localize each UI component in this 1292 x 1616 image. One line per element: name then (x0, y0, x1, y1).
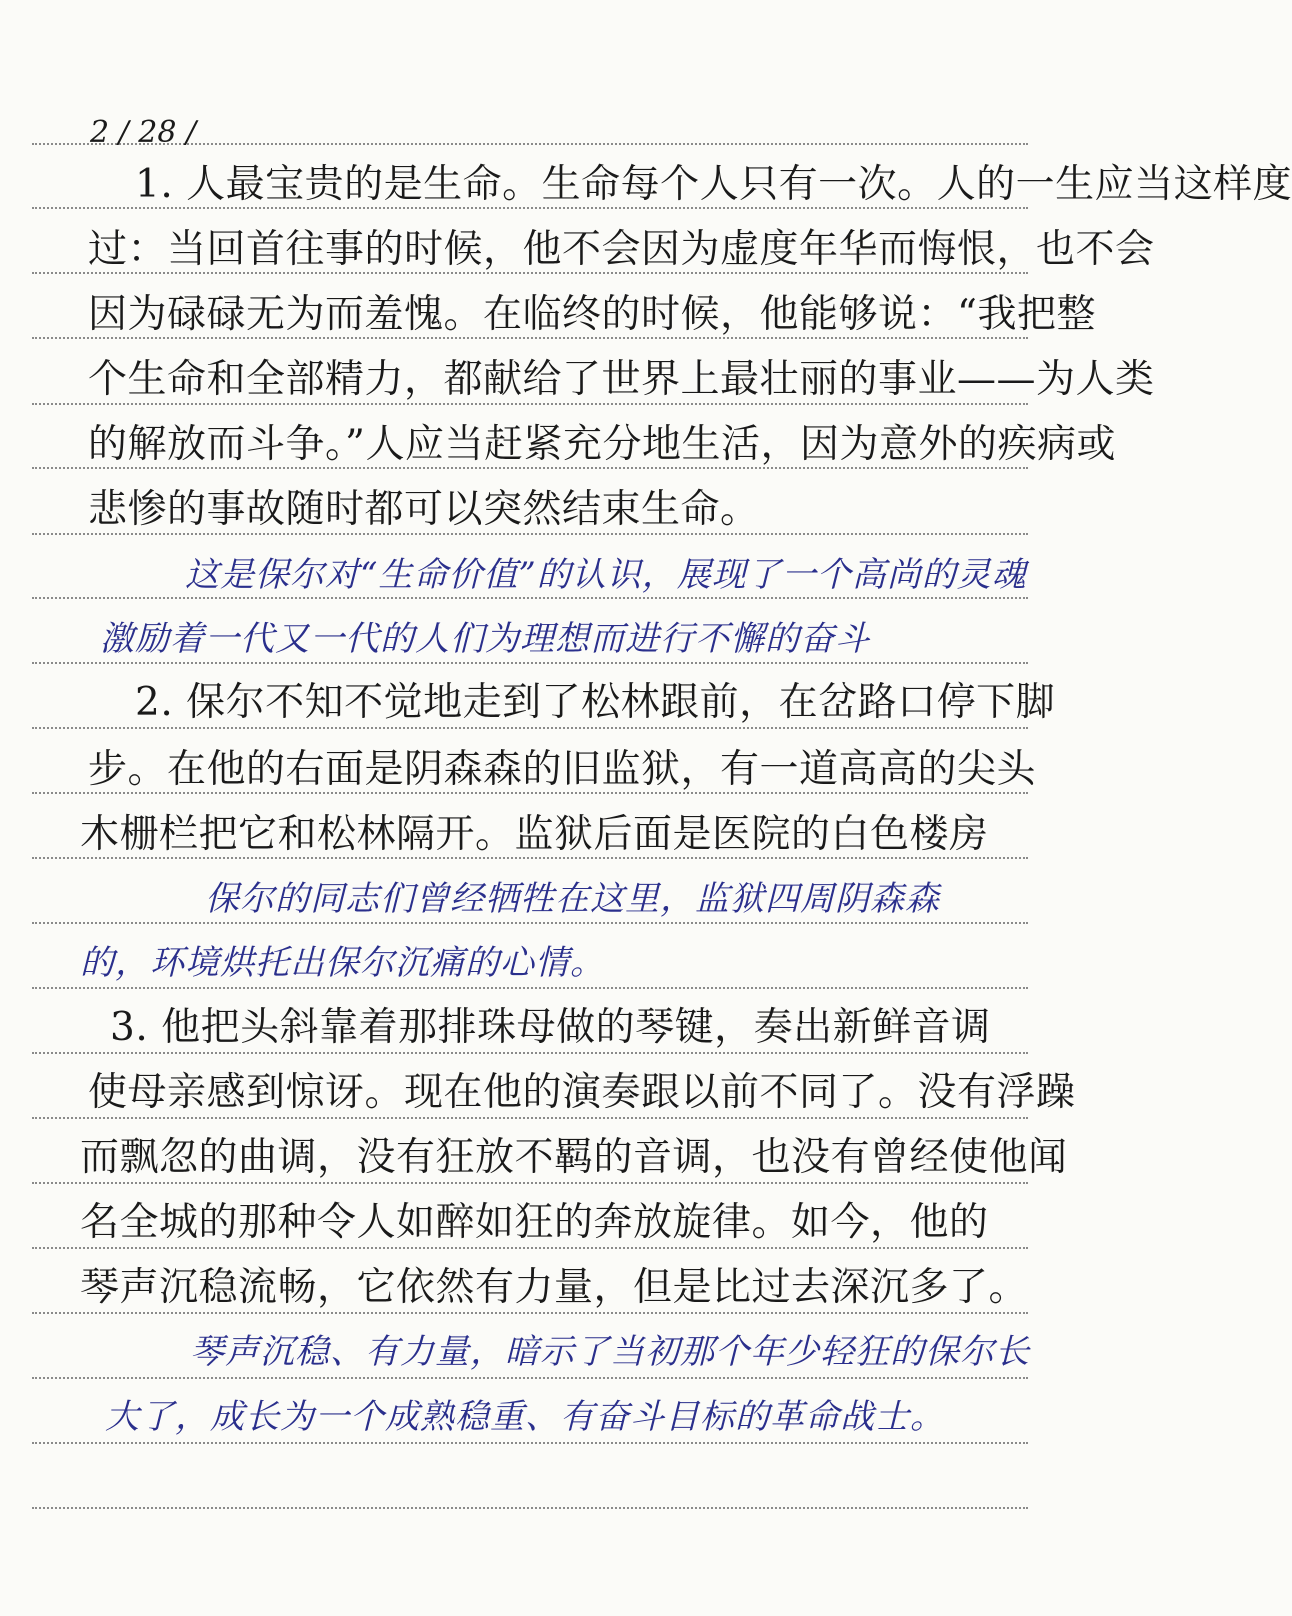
annotation-line: 激励着一代又一代的人们为理想而进行不懈的奋斗 (100, 619, 870, 659)
ruled-line (32, 597, 1028, 599)
annotation-line: 的，环境烘托出保尔沉痛的心情。 (80, 943, 605, 983)
ruled-line (32, 1507, 1028, 1509)
text-line: 使母亲感到惊讶。现在他的演奏跟以前不同了。没有浮躁 (88, 1070, 1076, 1115)
text-line: 悲惨的事故随时都可以突然结束生命。 (88, 487, 760, 532)
text-line: 个生命和全部精力，都献给了世界上最壮丽的事业——为人类 (88, 357, 1155, 402)
text-line: 过：当回首往事的时候，他不会因为虚度年华而悔恨，也不会 (88, 227, 1155, 272)
ruled-line (32, 662, 1028, 664)
text-line: 琴声沉稳流畅，它依然有力量，但是比过去深沉多了。 (80, 1265, 1029, 1310)
date-header: 2 / 28 / (90, 115, 197, 150)
text-line: 名全城的那种令人如醉如狂的奔放旋律。如今，他的 (80, 1200, 989, 1245)
text-line: 2. 保尔不知不觉地走到了松林跟前，在岔路口停下脚 (135, 680, 1056, 725)
ruled-line (32, 1247, 1028, 1249)
ruled-line (32, 1312, 1028, 1314)
ruled-line (32, 792, 1028, 794)
ruled-line (32, 533, 1028, 535)
annotation-line: 这是保尔对“生命价值”的认识，展现了一个高尚的灵魂 (185, 555, 1027, 595)
ruled-line (32, 1442, 1028, 1444)
ruled-line (32, 272, 1028, 274)
ruled-line (32, 987, 1028, 989)
annotation-line: 琴声沉稳、有力量，暗示了当初那个年少轻狂的保尔长 (190, 1332, 1030, 1372)
ruled-line (32, 337, 1028, 339)
annotation-line: 大了，成长为一个成熟稳重、有奋斗目标的革命战士。 (105, 1397, 945, 1437)
text-line: 因为碌碌无为而羞愧。在临终的时候，他能够说：“我把整 (88, 292, 1096, 337)
text-line: 的解放而斗争。”人应当赶紧充分地生活，因为意外的疾病或 (88, 422, 1116, 467)
ruled-line (32, 727, 1028, 729)
ruled-line (32, 467, 1028, 469)
text-line: 1. 人最宝贵的是生命。生命每个人只有一次。人的一生应当这样度 (135, 162, 1292, 207)
ruled-line (32, 922, 1028, 924)
ruled-line (32, 1182, 1028, 1184)
annotation-line: 保尔的同志们曾经牺牲在这里，监狱四周阴森森 (205, 879, 940, 919)
text-line: 步。在他的右面是阴森森的旧监狱，有一道高高的尖头 (88, 747, 1037, 792)
ruled-line (32, 857, 1028, 859)
ruled-line (32, 207, 1028, 209)
text-line: 3. 他把头斜靠着那排珠母做的琴键，奏出新鲜音调 (110, 1005, 991, 1050)
ruled-line (32, 1052, 1028, 1054)
ruled-line (32, 1117, 1028, 1119)
text-line: 木栅栏把它和松林隔开。监狱后面是医院的白色楼房 (80, 812, 989, 857)
ruled-line (32, 1377, 1028, 1379)
text-line: 而飘忽的曲调，没有狂放不羁的音调，也没有曾经使他闻 (80, 1135, 1068, 1180)
ruled-line (32, 403, 1028, 405)
